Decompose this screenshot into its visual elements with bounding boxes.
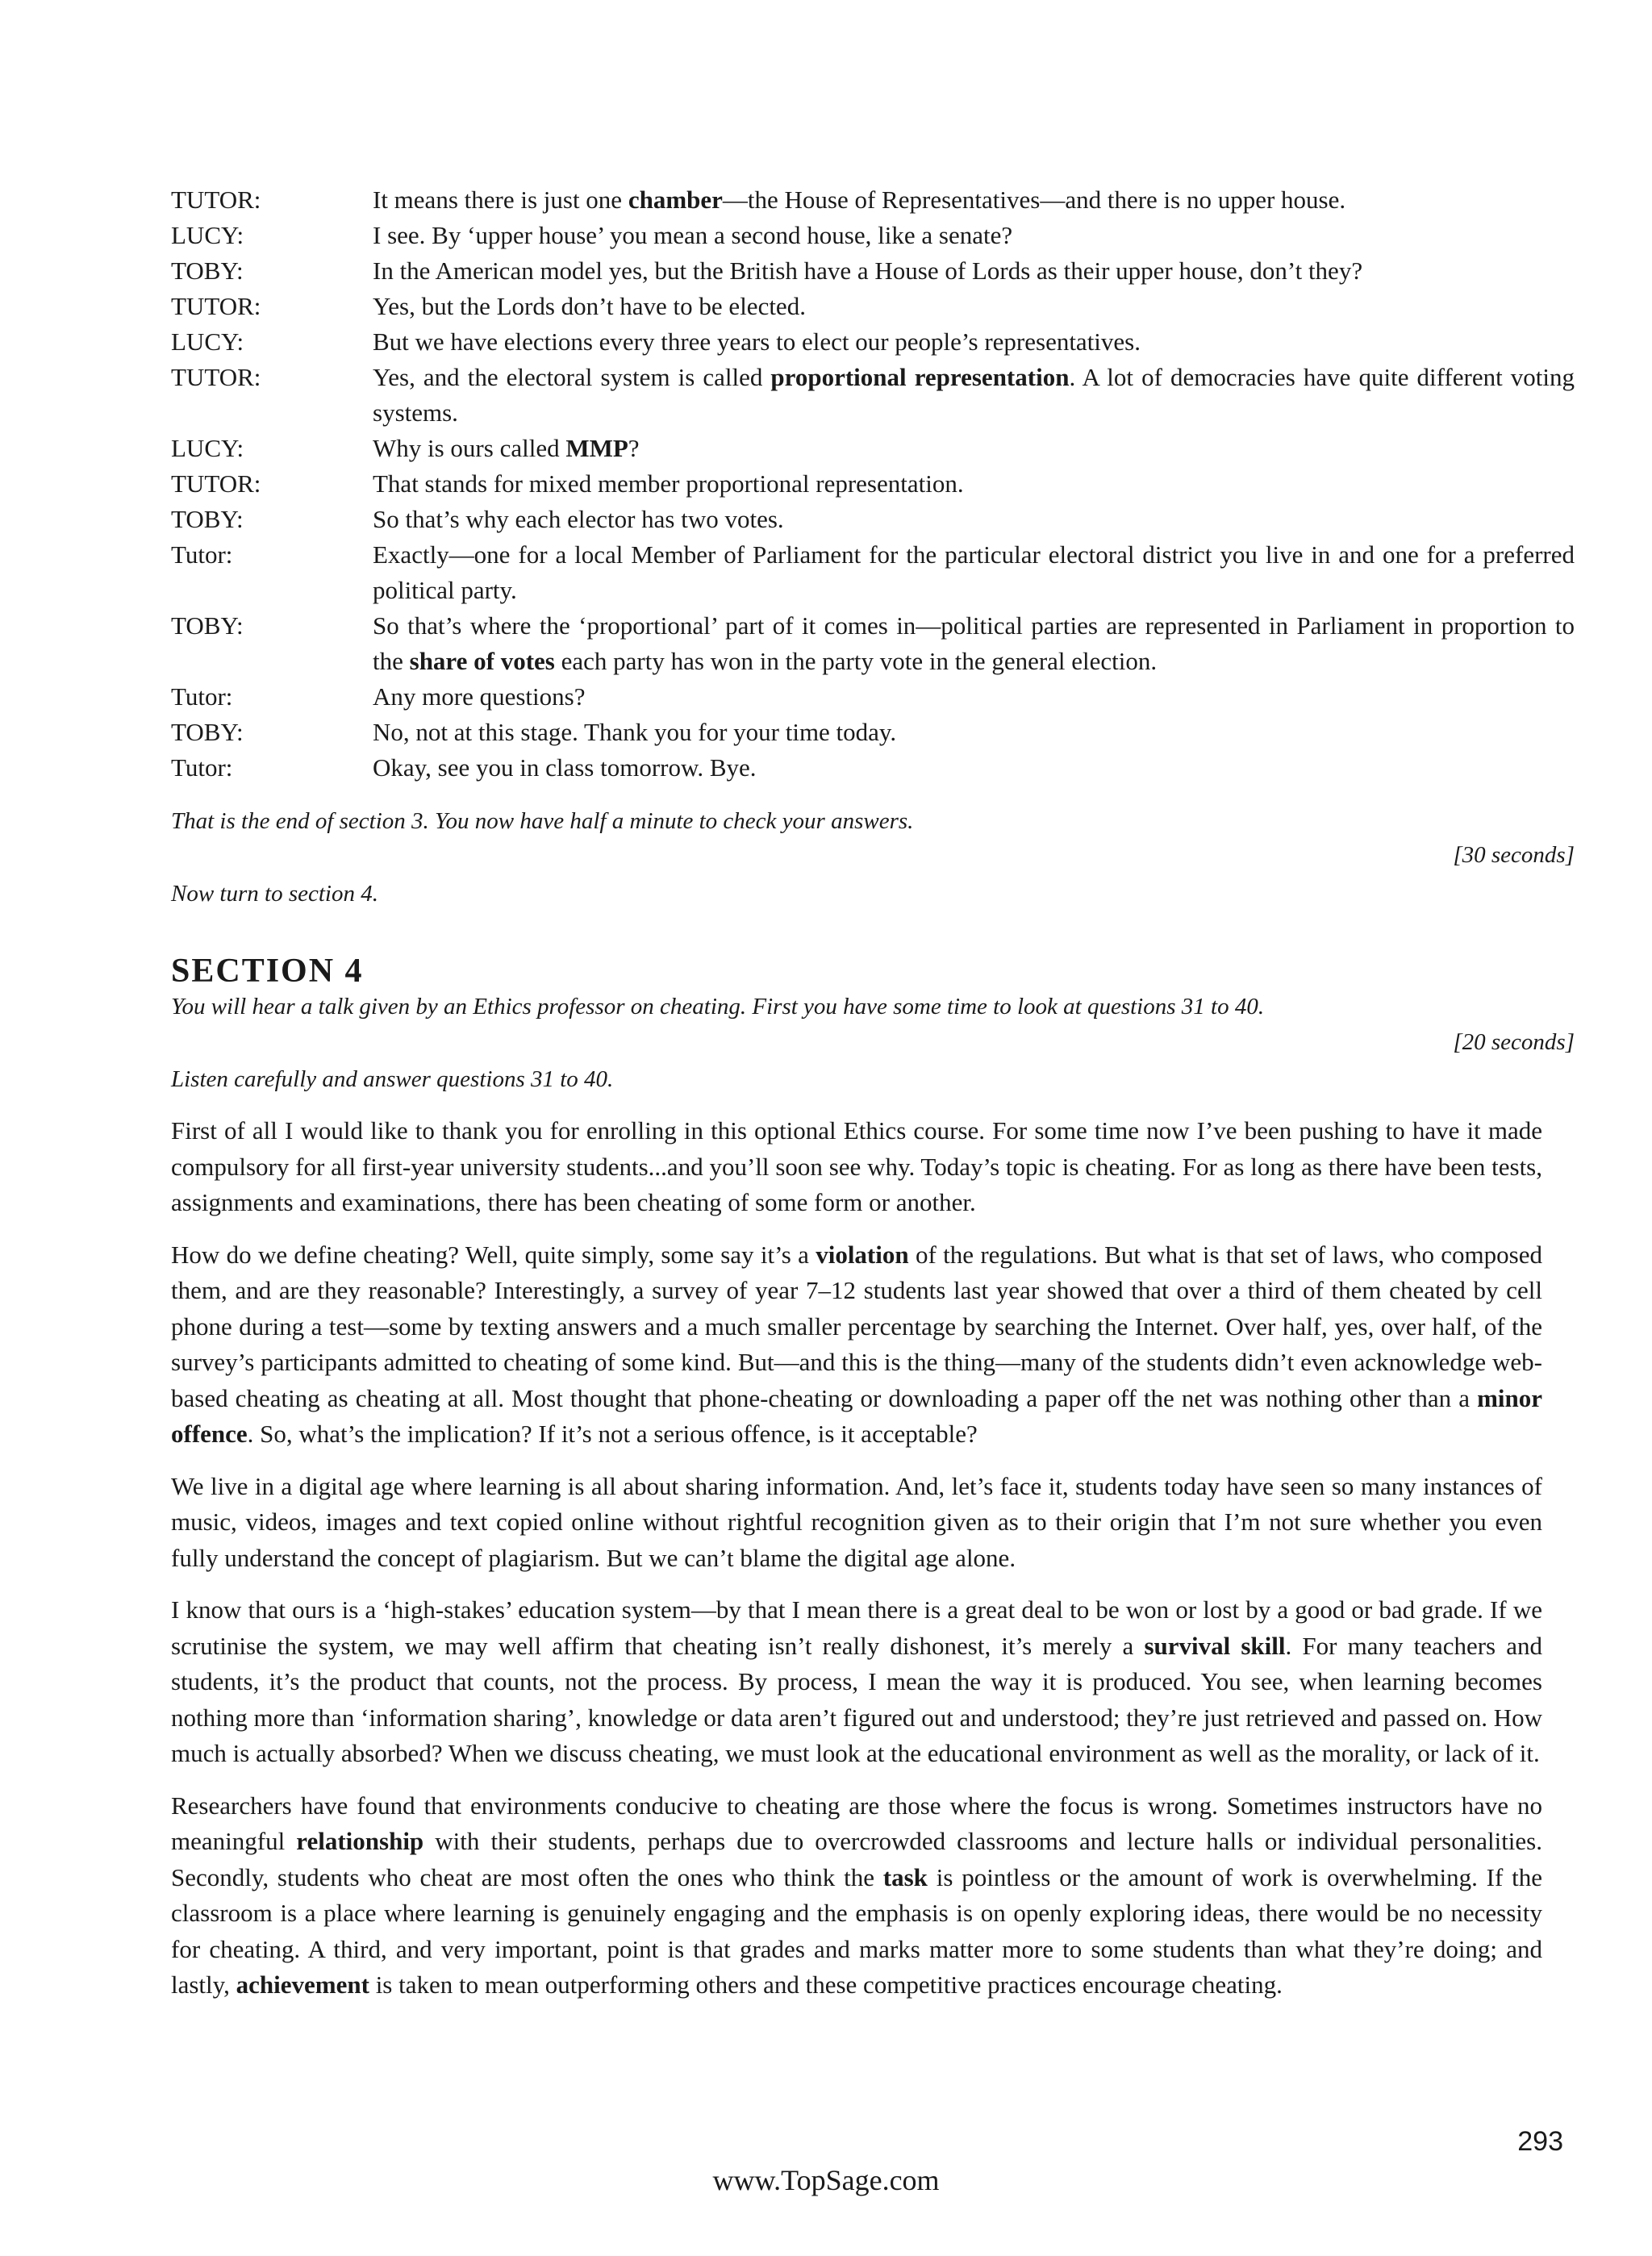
- dialogue-line: [171, 715, 1575, 750]
- utterance: [373, 289, 1575, 324]
- speaker-label: LUCY:: [171, 327, 244, 356]
- bold-term: proportional representation: [770, 363, 1070, 391]
- bold-term: task: [882, 1862, 928, 1891]
- text-run: Okay, see you in class tomorrow. Bye.: [373, 753, 757, 782]
- dialogue-line: [171, 750, 1575, 786]
- speaker-label: LUCY:: [171, 434, 244, 462]
- text-run: Yes, but the Lords don’t have to be elected.: [373, 292, 806, 320]
- dialogue-line: [171, 466, 1575, 502]
- paragraph: [171, 1469, 1542, 1577]
- dialogue-line: [171, 608, 1575, 679]
- text-run: Yes, and the electoral system is called: [373, 363, 771, 391]
- speaker-label: TOBY:: [171, 256, 244, 285]
- utterance: [373, 431, 1575, 466]
- text-run: So that’s where the ‘proportional’ part of it comes in—political parties are represented in Parliament in proportion to the: [373, 611, 1575, 675]
- utterance: [373, 679, 1575, 715]
- section3-turn-note: Now turn to section 4.: [171, 881, 378, 907]
- text-run: is taken to mean outperforming others and these competitive practices encourage cheating.: [369, 1970, 1283, 1999]
- speaker-label: Tutor:: [171, 753, 233, 782]
- text-run: ?: [628, 434, 640, 462]
- bold-term: share of votes: [409, 647, 555, 675]
- paragraph: [171, 1788, 1542, 2004]
- utterance: [373, 715, 1575, 750]
- speaker-label: TUTOR:: [171, 292, 261, 320]
- utterance: [373, 182, 1575, 218]
- utterance: [373, 537, 1575, 608]
- text-run: So that’s why each elector has two votes.: [373, 505, 784, 533]
- dialogue-line: [171, 218, 1575, 253]
- dialogue-line: [171, 502, 1575, 537]
- speaker-label: TOBY:: [171, 505, 244, 533]
- text-run: with their students, perhaps due to overcrowded classrooms and lecture halls or individual personalities. Secondly, students who cheat are most often the ones who think the: [171, 1827, 1542, 1891]
- bold-term: achievement: [236, 1970, 369, 1999]
- dialogue-line: [171, 431, 1575, 466]
- text-run: First of all I would like to thank you for enrolling in this optional Ethics course. For some time now I’ve been pushing to have it made compulsory for all first-year university students...and you’ll soon see why. Today’s topic is cheating. For as long as there have been tests, assignments and examinations, there has been cheating of some form or another.: [171, 1116, 1542, 1216]
- utterance: [373, 750, 1575, 786]
- section4-intro: You will hear a talk given by an Ethics professor on cheating. First you have some time to look at questions 31 to 40.: [171, 994, 1265, 1020]
- speaker-label: TUTOR:: [171, 186, 261, 214]
- text-run: But we have elections every three years to elect our people’s representatives.: [373, 327, 1141, 356]
- text-run: I see. By ‘upper house’ you mean a second house, like a senate?: [373, 221, 1013, 249]
- utterance: [373, 218, 1575, 253]
- section-heading: SECTION 4: [171, 953, 364, 990]
- dialogue-line: [171, 679, 1575, 715]
- footer-url: www.TopSage.com: [712, 2164, 940, 2196]
- text-run: Exactly—one for a local Member of Parliament for the particular electoral district you live in and one for a preferred political party.: [373, 540, 1575, 604]
- utterance: [373, 360, 1575, 431]
- section3-end-note: That is the end of section 3. You now have half a minute to check your answers.: [171, 808, 914, 834]
- speaker-label: TUTOR:: [171, 363, 261, 391]
- utterance: [373, 502, 1575, 537]
- text-run: —the House of Representatives—and there is no upper house.: [722, 186, 1346, 214]
- dialogue-line: [171, 537, 1575, 608]
- paragraph: [171, 1592, 1542, 1772]
- dialogue-line: [171, 253, 1575, 289]
- text-run: I know that ours is a ‘high-stakes’ education system—by that I mean there is a great deal to be won or lost by a good or bad grade. If we scrutinise the system, we may well affirm that cheating isn’t really dishonest, it’s merely a: [171, 1595, 1542, 1660]
- dialogue-line: [171, 182, 1575, 218]
- utterance: [373, 324, 1575, 360]
- text-run: Researchers have found that environments conducive to cheating are those where the focus is wrong. Sometimes instructors have no meaningful: [171, 1791, 1542, 1855]
- page-number: 293: [1517, 2126, 1563, 2157]
- text-run: Why is ours called: [373, 434, 566, 462]
- bold-term: minor offence: [171, 1383, 1542, 1448]
- text-run: Any more questions?: [373, 682, 586, 711]
- section4-time-note: [20 seconds]: [1453, 1029, 1575, 1055]
- text-run: . A lot of democracies have quite different voting systems.: [373, 363, 1575, 427]
- text-run: No, not at this stage. Thank you for your time today.: [373, 718, 897, 746]
- utterance: [373, 608, 1575, 679]
- text-run: each party has won in the party vote in the general election.: [554, 647, 1158, 675]
- text-run: It means there is just one: [373, 186, 628, 214]
- text-run: . For many teachers and students, it’s the product that counts, not the process. By process, I mean the way it is produced. You see, when learning becomes nothing more than ‘information sharing’, knowledge or data aren’t figured out and understood; they’re just retrieved and passed on. How much is actually absorbed? When we discuss cheating, we must look at the educational environment as well as the morality, or lack of it.: [171, 1631, 1543, 1767]
- dialogue-line: [171, 289, 1575, 324]
- dialogue-transcript: [171, 182, 1575, 786]
- paragraph: [171, 1113, 1542, 1221]
- speaker-label: TOBY:: [171, 718, 244, 746]
- bold-term: chamber: [628, 186, 723, 214]
- bold-term: MMP: [565, 434, 628, 462]
- text-run: In the American model yes, but the British have a House of Lords as their upper house, don’t they?: [373, 256, 1363, 285]
- speaker-label: TOBY:: [171, 611, 244, 640]
- dialogue-line: [171, 360, 1575, 431]
- text-run: We live in a digital age where learning is all about sharing information. And, let’s face it, students today have seen so many instances of music, videos, images and text copied online without rightful recognition given as to their origin that I’m not sure whether you even fully understand the concept of plagiarism. But we can’t blame the digital age alone.: [171, 1471, 1542, 1572]
- bold-term: violation: [816, 1240, 909, 1269]
- speaker-label: TUTOR:: [171, 469, 261, 498]
- utterance: [373, 466, 1575, 502]
- text-run: is pointless or the amount of work is overwhelming. If the classroom is a place where learning is genuinely engaging and the emphasis is on openly exploring ideas, there would be no necessity for cheating. A third, and very important, point is that grades and marks matter more to some students than what they’re doing; and lastly,: [171, 1862, 1542, 1999]
- text-run: How do we define cheating? Well, quite simply, some say it’s a: [171, 1240, 816, 1269]
- bold-term: survival skill: [1144, 1631, 1286, 1660]
- section3-time-note: [30 seconds]: [1453, 842, 1575, 868]
- bold-term: relationship: [296, 1827, 424, 1855]
- paragraph: [171, 1237, 1542, 1453]
- lecture-text: [171, 1113, 1542, 2020]
- text-run: . So, what’s the implication? If it’s not a serious offence, is it acceptable?: [247, 1420, 978, 1448]
- section4-listen-note: Listen carefully and answer questions 31 to 40.: [171, 1066, 614, 1092]
- dialogue-line: [171, 324, 1575, 360]
- speaker-label: LUCY:: [171, 221, 244, 249]
- utterance: [373, 253, 1575, 289]
- speaker-label: Tutor:: [171, 540, 233, 569]
- text-run: That stands for mixed member proportional representation.: [373, 469, 964, 498]
- text-run: of the regulations. But what is that set of laws, who composed them, and are they reasonable? Interestingly, a survey of year 7–12 students last year showed that over a third of them cheated by cell phone during a test—some by texting answers and a much smaller percentage by searching the Internet. Over half, yes, over half, of the survey’s participants admitted to cheating of some kind. But—and this is the thing—many of the students didn’t even acknowledge web-based cheating as cheating at all. Most thought that phone-cheating or downloading a paper off the net was nothing other than a: [171, 1240, 1542, 1412]
- speaker-label: Tutor:: [171, 682, 233, 711]
